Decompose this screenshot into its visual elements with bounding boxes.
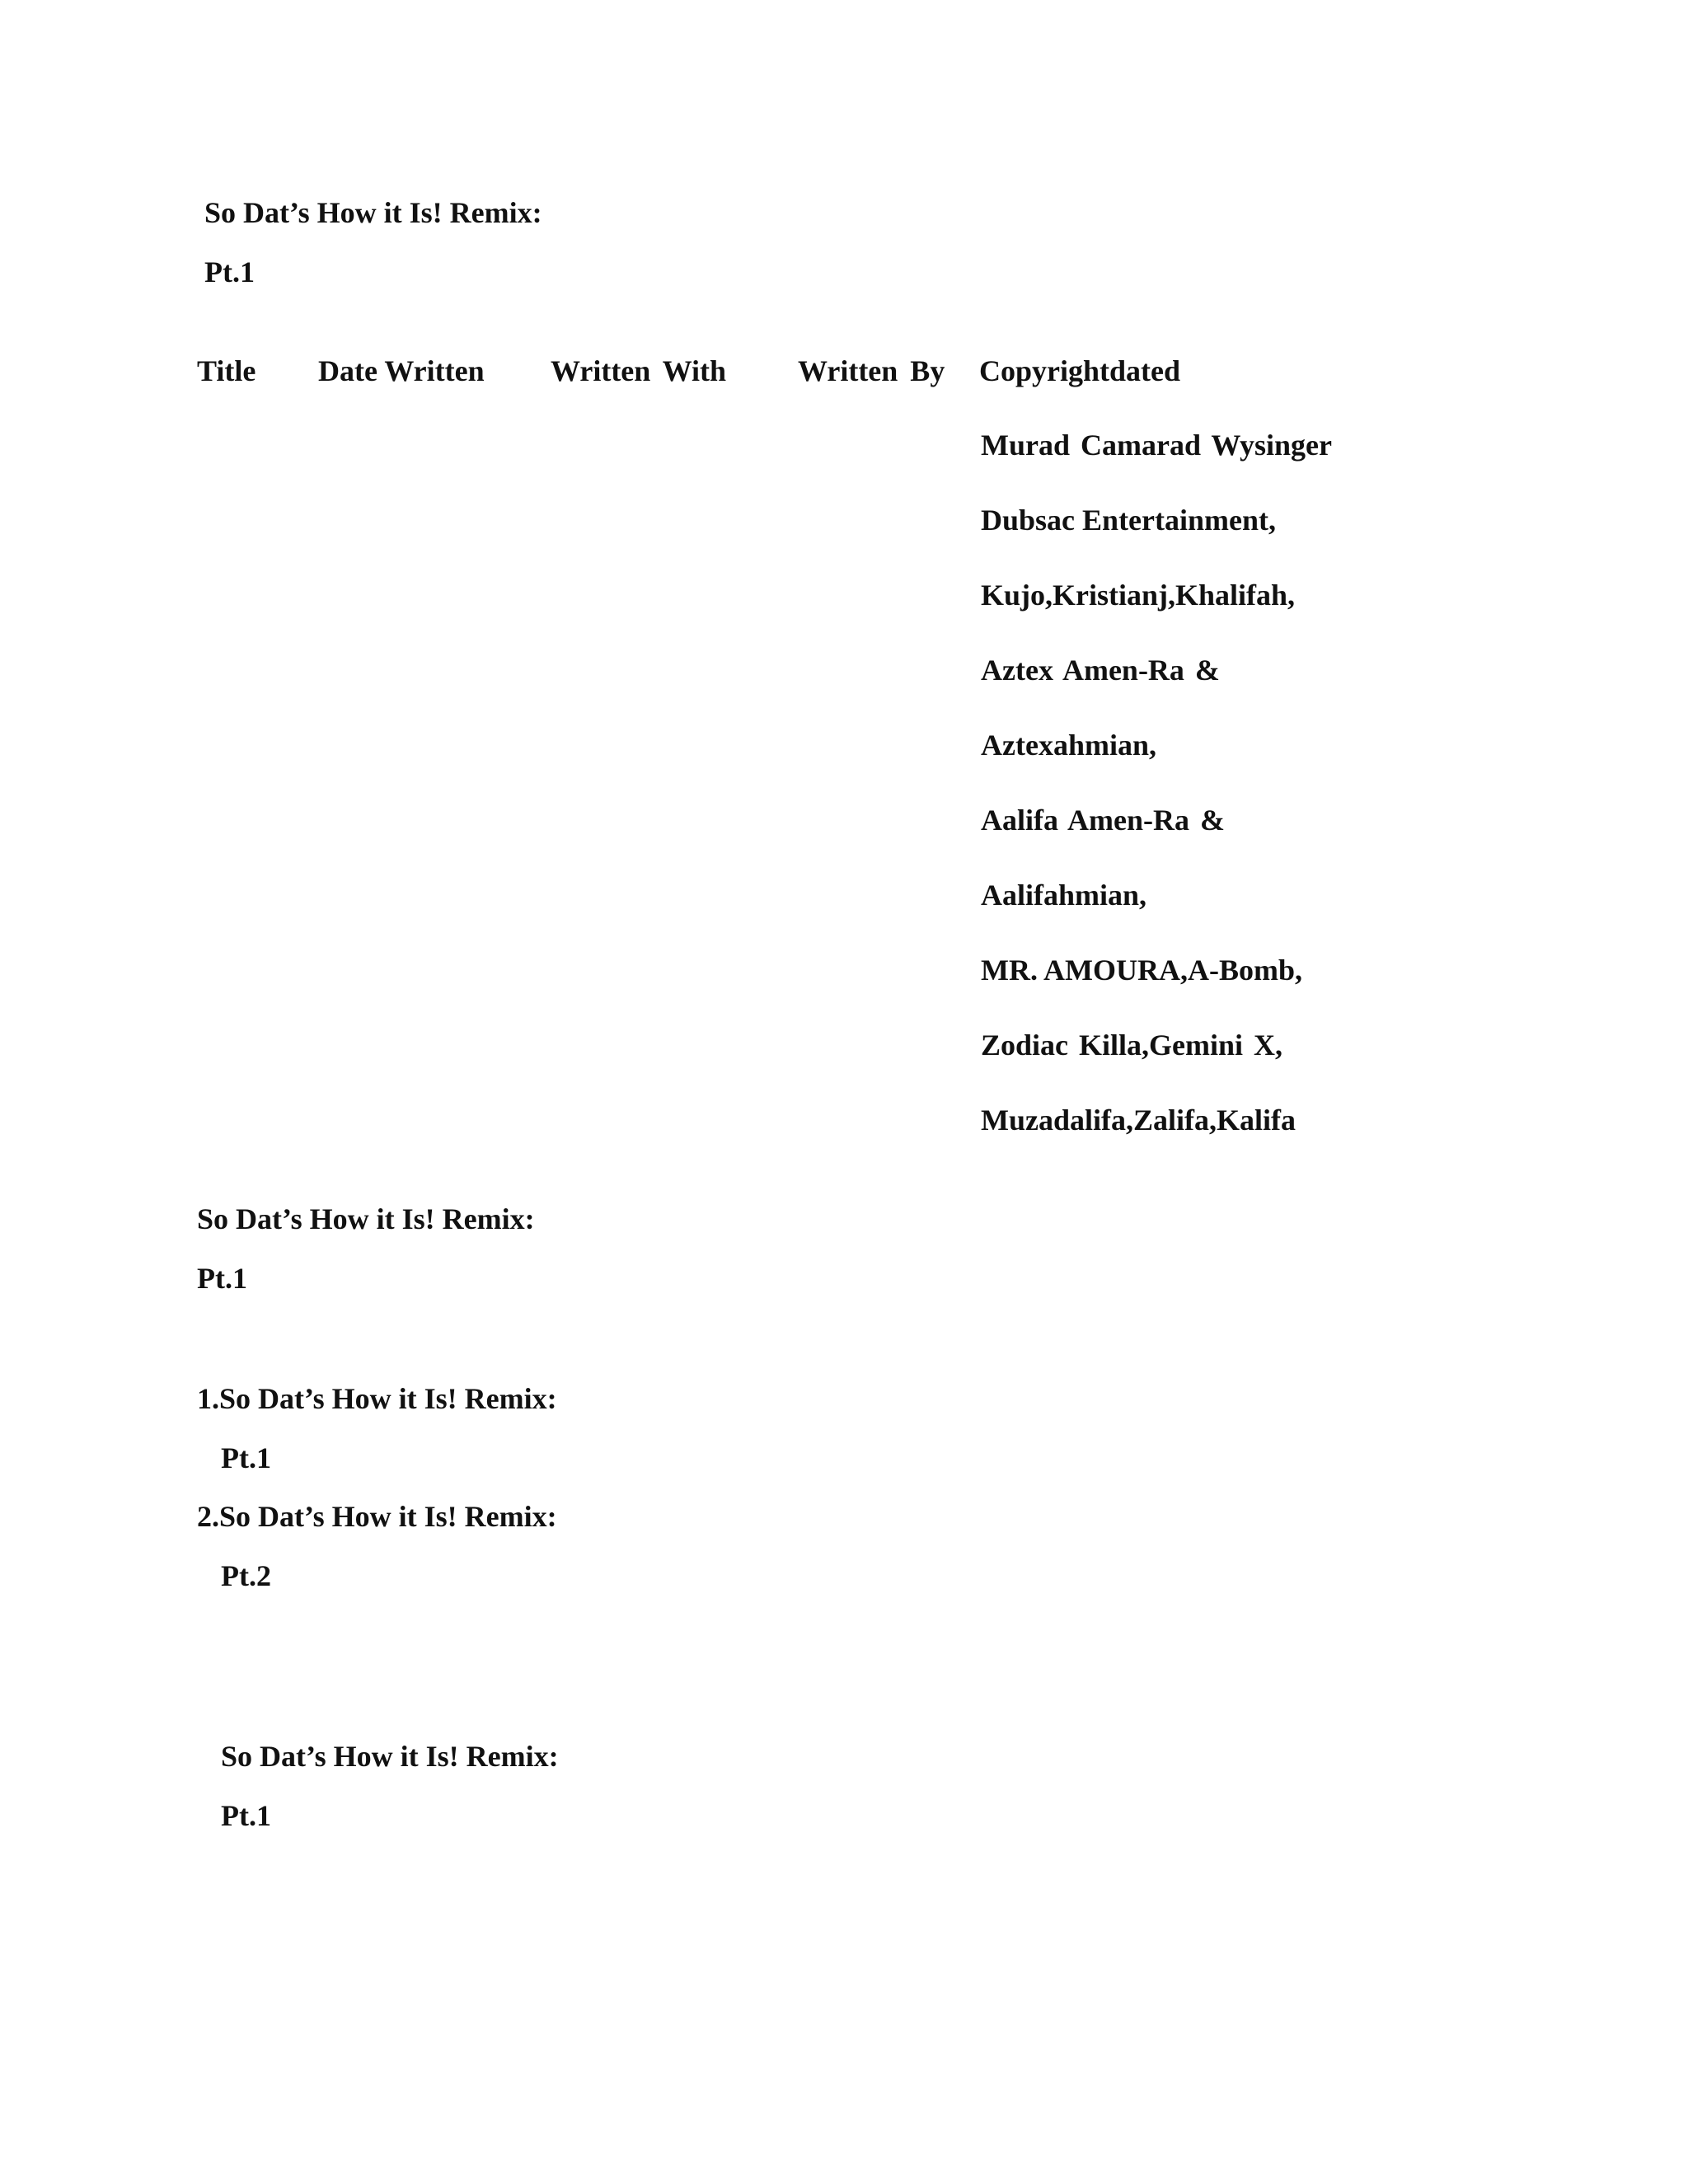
- written-by-line: Aalifahmian,: [981, 879, 1147, 912]
- written-by-line: Muzadalifa,Zalifa,Kalifa: [981, 1104, 1296, 1137]
- written-by-line: Kujo,Kristianj,Khalifah,: [981, 579, 1296, 612]
- list-item: 1.So Dat’s How it Is! Remix:: [197, 1382, 557, 1415]
- document-title: So Dat’s How it Is! Remix:: [204, 196, 542, 229]
- written-by-line: Zodiac Killa,Gemini X,: [981, 1029, 1283, 1062]
- row-title: So Dat’s How it Is! Remix:: [197, 1202, 535, 1235]
- written-by-line: Dubsac Entertainment,: [981, 504, 1276, 537]
- row-title-part: Pt.1: [197, 1262, 247, 1295]
- written-by-line: Murad Camarad Wysinger: [981, 429, 1332, 462]
- document-title-part: Pt.1: [204, 255, 255, 288]
- column-header-written-by: Written By: [798, 354, 945, 387]
- column-header-title: Title: [197, 354, 256, 387]
- column-header-written-with: Written With: [551, 354, 727, 387]
- written-by-line: Aztex Amen-Ra &: [981, 654, 1220, 687]
- written-by-line: Aztexahmian,: [981, 729, 1156, 762]
- column-header-copyright-dated: Copyrightdated: [979, 354, 1181, 387]
- written-by-line: Aalifa Amen-Ra &: [981, 804, 1225, 837]
- column-header-date-written: Date Written: [318, 354, 485, 387]
- section-title: So Dat’s How it Is! Remix:: [221, 1740, 559, 1773]
- list-item: 2.So Dat’s How it Is! Remix:: [197, 1500, 557, 1533]
- list-item-part: Pt.2: [221, 1559, 271, 1592]
- section-title-part: Pt.1: [221, 1799, 271, 1832]
- list-item-part: Pt.1: [221, 1441, 271, 1474]
- written-by-line: MR. AMOURA,A-Bomb,: [981, 954, 1302, 987]
